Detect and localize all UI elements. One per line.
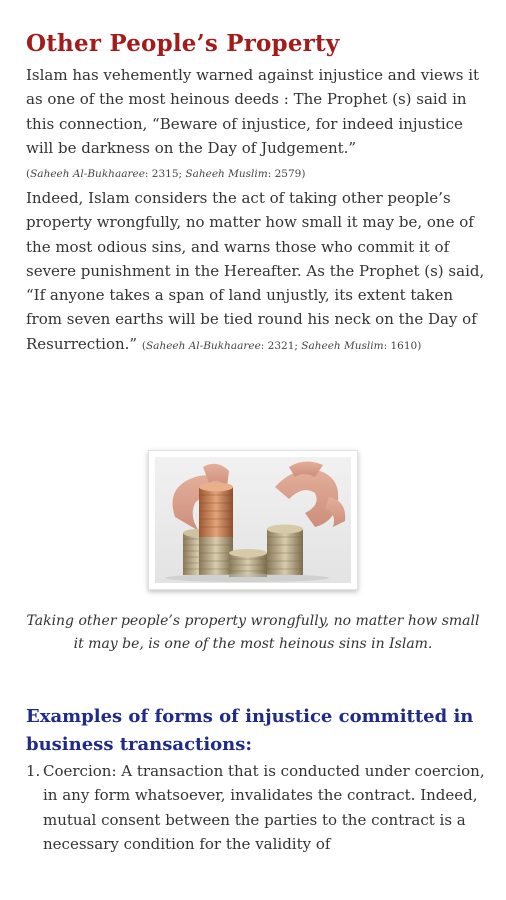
citation-source: Saheeh Muslim: [185, 168, 268, 181]
citation-source: Saheeh Muslim: [301, 339, 384, 352]
figure-caption: Taking other people’s property wrongfully, no matter how small it may be, is one of the most heinous sins in Islam.: [26, 613, 480, 652]
examples-list: [26, 759, 488, 856]
list-item-text: Coercion: A transaction that is conducted under coercion, in any form whatsoever, invalidates the contract. Indeed, mutual consent between the parties to the contract is a necessary condition for the validity of: [43, 762, 485, 853]
paragraph-injustice-warning: [26, 63, 488, 186]
list-item-number: 1.: [26, 762, 41, 780]
section-heading: Examples of forms of injustice committed in business transactions:: [26, 706, 474, 755]
citation: (Saheeh Al-Bukhaaree: 2321; Saheeh Muslim: 1610): [141, 339, 422, 352]
citation-source: Saheeh Al-Bukhaaree: [145, 339, 261, 352]
paragraph-text: Islam has vehemently warned against injustice and views it as one of the most heinous deeds : The Prophet (s) said in this connection, “Beware of injustice, for indeed injustice will be darkness on the Day of Judgement.”: [26, 66, 480, 157]
list-item: [26, 759, 488, 856]
paragraph-text: Indeed, Islam considers the act of taking other people’s property wrongfully, no matter how small it may be, one of the most odious sins, and warns those who commit it of severe punishment in the Hereafter. As the Prophet (s) said, “If anyone takes a span of land unjustly, its extent taken from seven earths will be tied round his neck on the Day of Resurrection.”: [26, 189, 485, 353]
coins-photo: [148, 450, 358, 590]
citation-source: Saheeh Al-Bukhaaree: [30, 168, 145, 181]
coins-hands-illustration: [155, 457, 351, 583]
citation: (Saheeh Al-Bukhaaree: 2315; Saheeh Muslim: 2579): [26, 168, 306, 181]
article-title: Other People’s Property: [26, 30, 340, 57]
paragraph-property-sin: [26, 186, 488, 358]
